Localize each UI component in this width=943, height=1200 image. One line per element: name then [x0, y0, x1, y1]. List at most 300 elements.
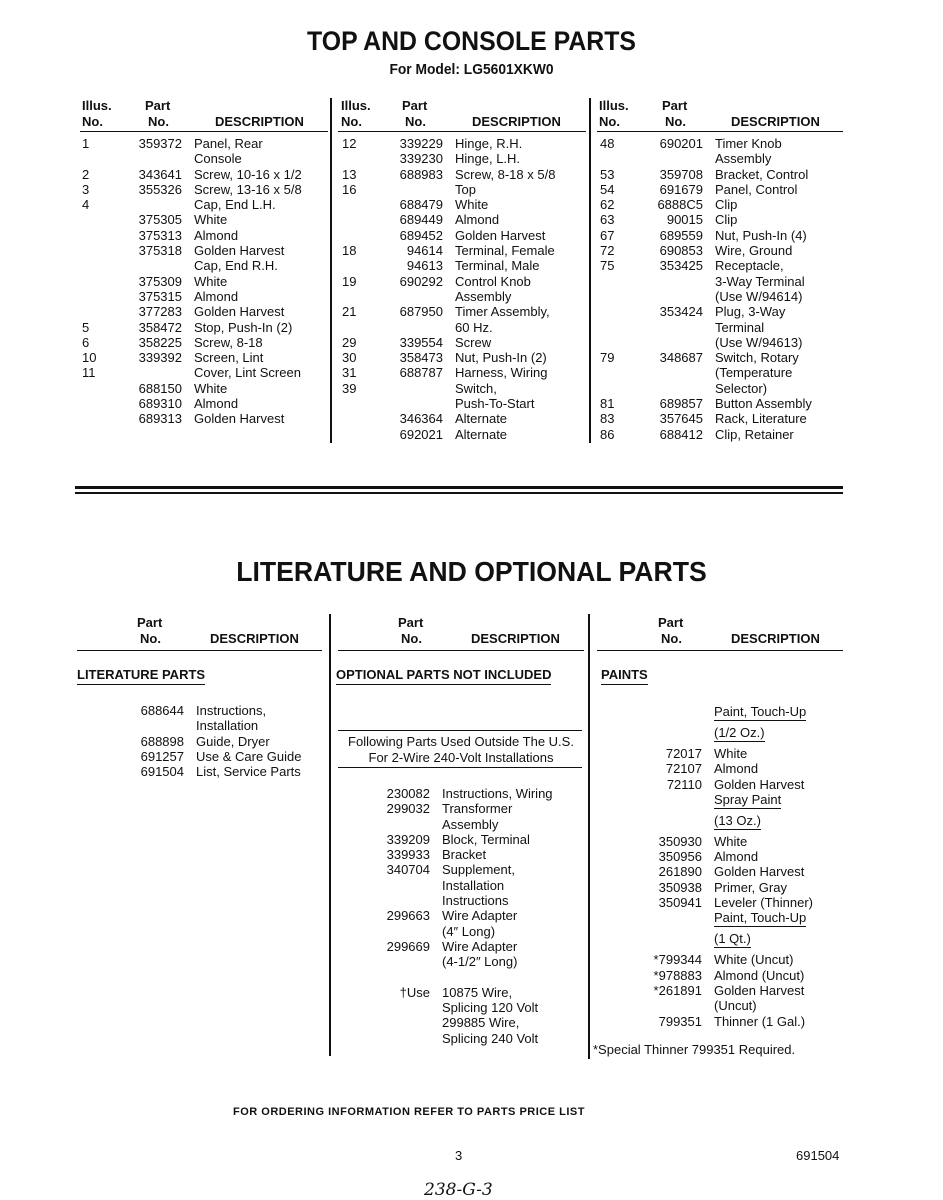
- description-text: 10875 Wire,: [442, 984, 513, 1000]
- description: [702, 813, 761, 834]
- description: Rack, Literature: [715, 411, 807, 427]
- table-row: [342, 289, 555, 304]
- description-text: (1 Qt.): [714, 931, 751, 947]
- part-number: 72017: [665, 746, 702, 761]
- table-row: [600, 396, 812, 411]
- illus-number: 29: [342, 334, 357, 350]
- description: Cap, End L.H.: [194, 197, 276, 213]
- description: [430, 878, 504, 893]
- description-text: Thinner (1 Gal.): [714, 1013, 806, 1029]
- part-number: 688983: [399, 166, 443, 182]
- part-number: 350941: [658, 895, 702, 911]
- illus-number: [600, 304, 640, 319]
- part-number: [620, 792, 702, 813]
- description: [702, 910, 806, 931]
- table-row: [620, 983, 813, 998]
- column-divider: [588, 614, 590, 1059]
- table-row: [342, 212, 555, 227]
- description-text: Leveler (Thinner): [714, 895, 813, 911]
- part-number: [110, 718, 184, 733]
- optional-note-line: Following Parts Used Outside The U.S.: [348, 734, 574, 749]
- part-number: [350, 817, 430, 832]
- description: Golden Harvest: [194, 411, 285, 427]
- illus-number: 16: [342, 181, 357, 197]
- table-row: [342, 197, 555, 212]
- header-rule: [338, 650, 584, 651]
- part-number: 689452: [399, 227, 443, 243]
- table-row: [342, 335, 555, 350]
- header-part: Part: [658, 615, 684, 630]
- description: White: [194, 273, 228, 289]
- illus-number: 39: [342, 380, 357, 396]
- part-number: 90015: [666, 212, 703, 228]
- description: Console: [194, 151, 242, 167]
- description-text: (4″ Long): [442, 923, 496, 939]
- header-illus: Illus.: [82, 98, 112, 113]
- description: Assembly: [715, 151, 772, 167]
- table-row: [342, 427, 555, 442]
- illus-number: [82, 212, 122, 227]
- description: Switch, Rotary: [715, 350, 799, 366]
- description: [702, 968, 804, 983]
- header-part-no: No.: [140, 631, 161, 646]
- description: [702, 834, 747, 849]
- part-number: [640, 320, 703, 335]
- part-number: 339230: [399, 151, 443, 167]
- paints-label: PAINTS: [601, 667, 648, 685]
- part-number: 348687: [659, 350, 703, 366]
- table-row: [82, 320, 302, 335]
- illus-number: [82, 243, 122, 258]
- illus-number: [82, 289, 122, 304]
- description-text: Bracket: [442, 847, 487, 863]
- description: [430, 1000, 538, 1015]
- header-part: Part: [662, 98, 688, 113]
- table-row: [620, 746, 813, 761]
- description-text: Supplement,: [442, 862, 515, 878]
- part-number: [350, 954, 430, 969]
- description: Hinge, R.H.: [455, 136, 523, 151]
- description-text: Installation: [442, 877, 505, 893]
- section-double-rule-top: [75, 486, 843, 489]
- illus-number: [82, 411, 122, 426]
- description-text: Splicing 120 Volt: [442, 1000, 539, 1016]
- header-rule: [597, 650, 843, 651]
- part-number: 689857: [659, 396, 703, 412]
- description-text: Paint, Touch-Up: [714, 704, 807, 719]
- illus-number: [600, 381, 640, 396]
- illus-number: 13: [342, 166, 357, 182]
- header-rule: [77, 650, 322, 651]
- table-row: [350, 1000, 553, 1015]
- part-number: [350, 970, 430, 985]
- description: Panel, Control: [715, 181, 798, 197]
- description-text: Block, Terminal: [442, 831, 530, 847]
- header-rule: [597, 131, 843, 132]
- header-illus-no: No.: [82, 114, 103, 129]
- description-text: White: [714, 746, 748, 761]
- description-text: Golden Harvest: [714, 864, 805, 880]
- table-row: [350, 985, 553, 1000]
- optional-note-line: For 2-Wire 240-Volt Installations: [368, 749, 554, 765]
- description-text: 299885 Wire,: [442, 1015, 520, 1031]
- illus-number: [342, 320, 382, 335]
- description: [430, 1015, 519, 1030]
- illus-number: 31: [342, 365, 357, 381]
- table-row: [82, 381, 302, 396]
- description-text: Splicing 240 Volt: [442, 1030, 539, 1046]
- description: [430, 847, 486, 862]
- description: [702, 1014, 805, 1029]
- part-number: 94613: [406, 258, 443, 274]
- table-row: [350, 878, 553, 893]
- description: Almond: [194, 288, 239, 304]
- part-number: [640, 289, 703, 304]
- part-number: 689449: [399, 212, 443, 228]
- table-row: [110, 734, 302, 749]
- description: [702, 998, 757, 1013]
- illus-number: 81: [600, 396, 615, 412]
- table-row: [82, 274, 302, 289]
- table-row: [110, 703, 302, 718]
- description: Screw, 8-18 x 5/8: [455, 166, 556, 182]
- description-text: (Uncut): [714, 998, 757, 1014]
- table-row: [600, 197, 812, 212]
- table-row: [342, 320, 555, 335]
- table-row: [620, 813, 813, 834]
- part-number: 346364: [399, 411, 443, 427]
- header-description: DESCRIPTION: [731, 631, 820, 646]
- note-rule: [338, 767, 582, 768]
- description: 60 Hz.: [455, 319, 493, 335]
- description-text: White (Uncut): [714, 952, 794, 968]
- table-row: [82, 197, 302, 212]
- table-row: [620, 968, 813, 983]
- description: Cover, Lint Screen: [194, 365, 301, 381]
- description: Almond: [455, 212, 500, 228]
- table-row: [620, 1014, 813, 1029]
- illus-number: 11: [82, 365, 96, 381]
- illus-number: 72: [600, 243, 615, 259]
- header-description: DESCRIPTION: [731, 114, 820, 129]
- description: Selector): [715, 380, 768, 396]
- paints-footnote: *Special Thinner 799351 Required.: [593, 1042, 796, 1057]
- table-row: [82, 228, 302, 243]
- part-number: [620, 998, 702, 1013]
- description: [430, 1031, 538, 1046]
- description: Hinge, L.H.: [455, 151, 521, 167]
- table-row: [600, 212, 812, 227]
- part-number: [350, 878, 430, 893]
- illus-number: 67: [600, 227, 615, 243]
- header-description: DESCRIPTION: [472, 114, 561, 129]
- illus-number: 12: [342, 136, 357, 151]
- part-number: 340704: [386, 862, 430, 878]
- table-row: [342, 182, 555, 197]
- table-row: [82, 243, 302, 258]
- part-number: [640, 151, 703, 166]
- description-text: Instructions, Wiring: [442, 786, 553, 801]
- description: [184, 703, 266, 718]
- description: White: [194, 212, 228, 228]
- description-text: Paint, Touch-Up: [714, 910, 807, 926]
- part-number: 688898: [140, 733, 184, 749]
- optional-parts-label: OPTIONAL PARTS NOT INCLUDED: [336, 667, 551, 685]
- part-number: [350, 924, 430, 939]
- description: Screw, 13-16 x 5/8: [194, 181, 302, 197]
- part-number: 339554: [399, 334, 443, 350]
- table-row: [620, 849, 813, 864]
- illus-number: [82, 381, 122, 396]
- column-divider: [329, 614, 331, 1056]
- description: [702, 777, 804, 792]
- description-text: Wire Adapter: [442, 908, 518, 924]
- description-text: Almond: [714, 849, 759, 865]
- description: [430, 862, 515, 877]
- description: Timer Assembly,: [455, 304, 550, 320]
- part-number: 72110: [666, 776, 702, 792]
- description: [430, 939, 517, 954]
- column-divider: [330, 98, 332, 443]
- description: (Use W/94613): [715, 334, 803, 350]
- illus-number: 2: [82, 166, 90, 182]
- part-number: 375313: [138, 227, 182, 243]
- description: Timer Knob: [715, 136, 782, 151]
- table-row: [600, 136, 812, 151]
- part-number: 350956: [658, 849, 702, 865]
- description: Golden Harvest: [194, 304, 285, 320]
- illus-number: 5: [82, 319, 90, 335]
- header-part-no: No.: [661, 631, 682, 646]
- description: [702, 931, 751, 952]
- illus-number: 62: [600, 197, 615, 213]
- description: Push-To-Start: [455, 396, 535, 412]
- part-number: 350930: [658, 833, 702, 849]
- part-number: 339392: [138, 350, 182, 366]
- description-text: Golden Harvest: [714, 982, 805, 998]
- table-row: [82, 182, 302, 197]
- description-text: Spray Paint: [714, 791, 782, 807]
- description: Panel, Rear: [194, 136, 263, 151]
- part-number: [122, 197, 182, 212]
- parts-column: [350, 786, 553, 1046]
- part-number: [620, 813, 702, 834]
- illus-number: 3: [82, 181, 90, 197]
- description: Alternate: [455, 411, 508, 427]
- description: [430, 786, 553, 801]
- table-row: [342, 258, 555, 273]
- description: Nut, Push-In (4): [715, 227, 807, 243]
- part-number: 690201: [659, 136, 703, 151]
- table-row: [620, 952, 813, 967]
- illus-number: 10: [82, 350, 97, 366]
- table-row: [600, 167, 812, 182]
- part-number: 339209: [386, 831, 430, 847]
- illus-number: [342, 427, 382, 442]
- part-number: 688412: [659, 426, 703, 442]
- part-number: [640, 381, 703, 396]
- header-part: Part: [398, 615, 424, 630]
- description: [702, 952, 793, 967]
- part-number: 359372: [138, 136, 182, 151]
- illus-number: 18: [342, 243, 357, 259]
- part-number: 689559: [659, 227, 703, 243]
- illus-number: 48: [600, 136, 615, 151]
- part-number: [122, 365, 182, 380]
- header-part: Part: [145, 98, 171, 113]
- description: Almond: [194, 227, 239, 243]
- header-rule: [80, 131, 328, 132]
- description: [702, 895, 813, 910]
- table-row: [350, 924, 553, 939]
- note-rule: [338, 730, 582, 731]
- table-row: [600, 350, 812, 365]
- table-row: [82, 151, 302, 166]
- table-row: [350, 817, 553, 832]
- header-description: DESCRIPTION: [210, 631, 299, 646]
- description: [430, 924, 495, 939]
- description: Button Assembly: [715, 396, 812, 412]
- description: Cap, End R.H.: [194, 258, 278, 274]
- description: [184, 764, 301, 779]
- description: Almond: [194, 396, 239, 412]
- table-row: [620, 761, 813, 776]
- description: Golden Harvest: [194, 243, 285, 259]
- description: Assembly: [455, 288, 512, 304]
- description: Clip: [715, 212, 738, 228]
- table-row: [342, 228, 555, 243]
- description-text: Instructions,: [196, 703, 267, 718]
- part-number: [640, 365, 703, 380]
- table-row: [600, 365, 812, 380]
- table-row: [600, 320, 812, 335]
- part-number: 94614: [406, 243, 443, 259]
- part-number: [382, 320, 443, 335]
- description: Stop, Push-In (2): [194, 319, 293, 335]
- description: [702, 746, 747, 761]
- parts-column: [600, 136, 812, 442]
- description: [702, 725, 765, 746]
- table-row: [600, 182, 812, 197]
- illus-number: [342, 258, 382, 273]
- header-part: Part: [402, 98, 428, 113]
- description: Wire, Ground: [715, 243, 793, 259]
- part-number: 339229: [399, 136, 443, 151]
- table-row: [342, 136, 555, 151]
- part-number: [350, 1000, 430, 1015]
- illus-number: [600, 274, 640, 289]
- table-row: [350, 954, 553, 969]
- table-row: [82, 167, 302, 182]
- illus-number: 4: [82, 197, 90, 213]
- description: Harness, Wiring: [455, 365, 548, 381]
- description: [184, 718, 258, 733]
- header-part-no: No.: [148, 114, 169, 129]
- table-row: [82, 289, 302, 304]
- part-number: [382, 182, 443, 197]
- description: Terminal, Female: [455, 243, 555, 259]
- description-text: Almond (Uncut): [714, 967, 805, 983]
- table-row: [342, 243, 555, 258]
- part-number: [122, 258, 182, 273]
- part-number: 691679: [659, 181, 703, 197]
- part-number: 72107: [665, 761, 702, 777]
- description-text: Transformer: [442, 801, 513, 817]
- part-number: [620, 910, 702, 931]
- table-row: [82, 411, 302, 426]
- description: [430, 985, 512, 1000]
- description: (Use W/94614): [715, 288, 803, 304]
- table-row: [600, 381, 812, 396]
- table-row: [620, 704, 813, 725]
- handwritten-note: 238-G-3: [424, 1180, 493, 1200]
- part-number: 339933: [386, 847, 430, 863]
- description: [430, 801, 512, 816]
- table-row: [82, 396, 302, 411]
- description: Receptacle,: [715, 258, 784, 274]
- table-row: [600, 411, 812, 426]
- description: Screw: [455, 334, 492, 350]
- header-illus: Illus.: [599, 98, 629, 113]
- table-row: [350, 893, 553, 908]
- table-row: [600, 274, 812, 289]
- description-text: Primer, Gray: [714, 879, 787, 895]
- table-row: [110, 764, 302, 779]
- description-text: Guide, Dryer: [196, 733, 270, 749]
- illus-number: 79: [600, 350, 615, 366]
- description: [702, 761, 758, 776]
- illus-number: 63: [600, 212, 615, 228]
- description-text: Almond: [714, 761, 759, 777]
- part-number: [620, 931, 702, 952]
- table-row: [82, 212, 302, 227]
- part-number: 375315: [138, 288, 182, 304]
- table-row: [620, 777, 813, 792]
- table-row: [82, 365, 302, 380]
- part-number: 690292: [399, 273, 443, 289]
- table-row: [342, 274, 555, 289]
- table-row: [350, 939, 553, 954]
- description: Screen, Lint: [194, 350, 264, 366]
- illus-number: [342, 151, 382, 166]
- table-row: [620, 910, 813, 931]
- part-number: 690853: [659, 243, 703, 259]
- illus-number: [600, 320, 640, 335]
- illus-number: [342, 411, 382, 426]
- description: [430, 893, 508, 908]
- part-number: [350, 893, 430, 908]
- part-number: 353425: [659, 258, 703, 274]
- description-text: Use & Care Guide: [196, 748, 302, 764]
- illus-number: [600, 151, 640, 166]
- description-text: Assembly: [442, 816, 499, 832]
- page-number: 3: [455, 1148, 463, 1163]
- header-part-no: No.: [401, 631, 422, 646]
- illus-number: [600, 365, 640, 380]
- illus-number: [82, 304, 122, 319]
- table-row: [82, 350, 302, 365]
- table-row: [600, 151, 812, 166]
- table-row: [600, 335, 812, 350]
- part-number: 691257: [140, 748, 184, 764]
- parts-column: [82, 136, 302, 427]
- illus-number: 19: [342, 273, 357, 289]
- illus-number: [82, 228, 122, 243]
- parts-column: [620, 704, 813, 1029]
- table-row: [620, 931, 813, 952]
- part-number: †Use: [399, 984, 430, 1000]
- part-number: [640, 335, 703, 350]
